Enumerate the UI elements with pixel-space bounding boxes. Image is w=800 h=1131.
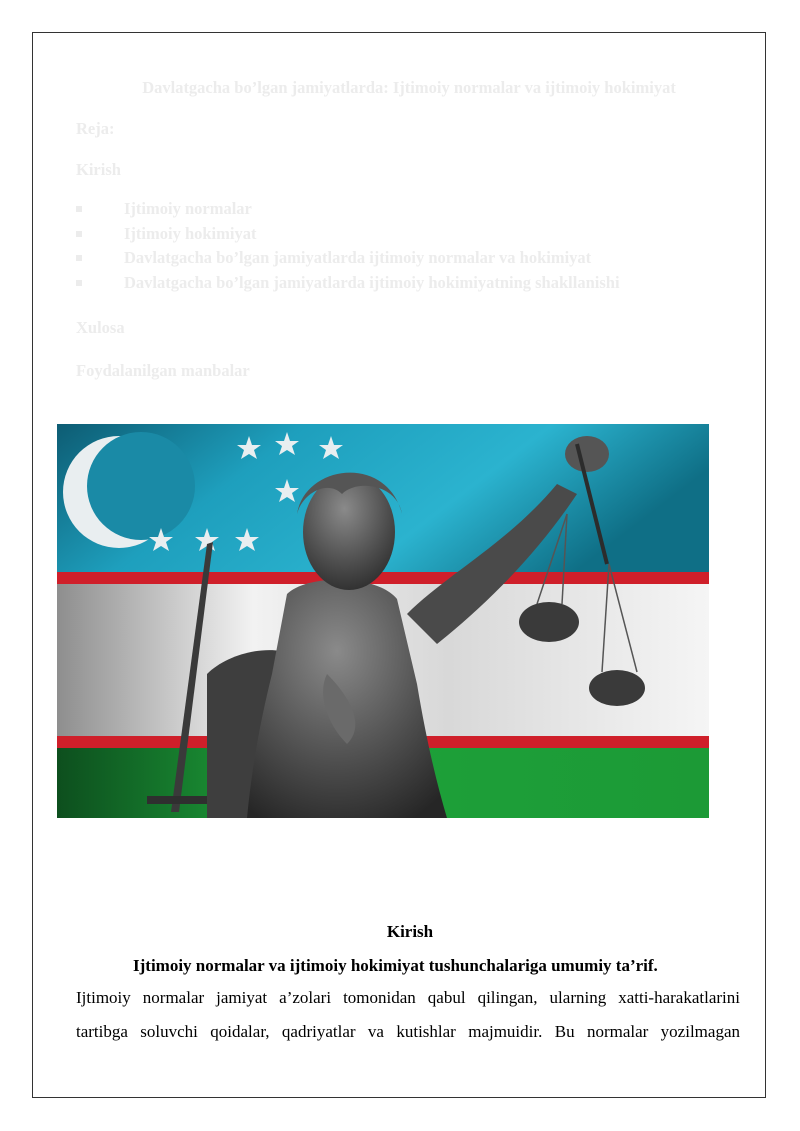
intro-label: Kirish [76,160,121,179]
sources-label: Foydalanilgan manbalar [76,361,250,380]
bullet-icon [76,231,82,237]
section-subheading: Ijtimoiy normalar va ijtimoiy hokimiyat tushunchalariga umumiy ta’rif. [133,956,658,975]
plan-item-text: Davlatgacha bo’lgan jamiyatlarda ijtimoiy hokimiyatning shakllanishi [124,272,620,292]
plan-label: Reja: [76,119,115,138]
section-heading: Kirish [386,922,434,941]
plan-item-text: Davlatgacha bo’lgan jamiyatlarda ijtimoiy normalar va hokimiyat [124,248,592,267]
document-title: Davlatgacha bo’lgan jamiyatlarda: Ijtimoiy normalar va ijtimoiy hokimiyat [142,78,676,97]
bullet-icon [76,206,82,212]
plan-item-text: Ijtimoiy hokimiyat [124,223,257,243]
justice-statue-image [57,424,709,818]
body-text-line: tartibga soluvchi qoidalar, qadriyatlar va kutishlar majmuidir. Bu normalar yozilmagan [76,1022,740,1041]
bullet-icon [76,280,82,286]
conclusion-label: Xulosa [76,318,125,337]
bullet-icon [76,255,82,261]
body-text-line: Ijtimoiy normalar jamiyat a’zolari tomonidan qabul qilingan, ularning xatti-harakatlarini [76,988,740,1007]
plan-item-text: Ijtimoiy normalar [124,199,252,218]
